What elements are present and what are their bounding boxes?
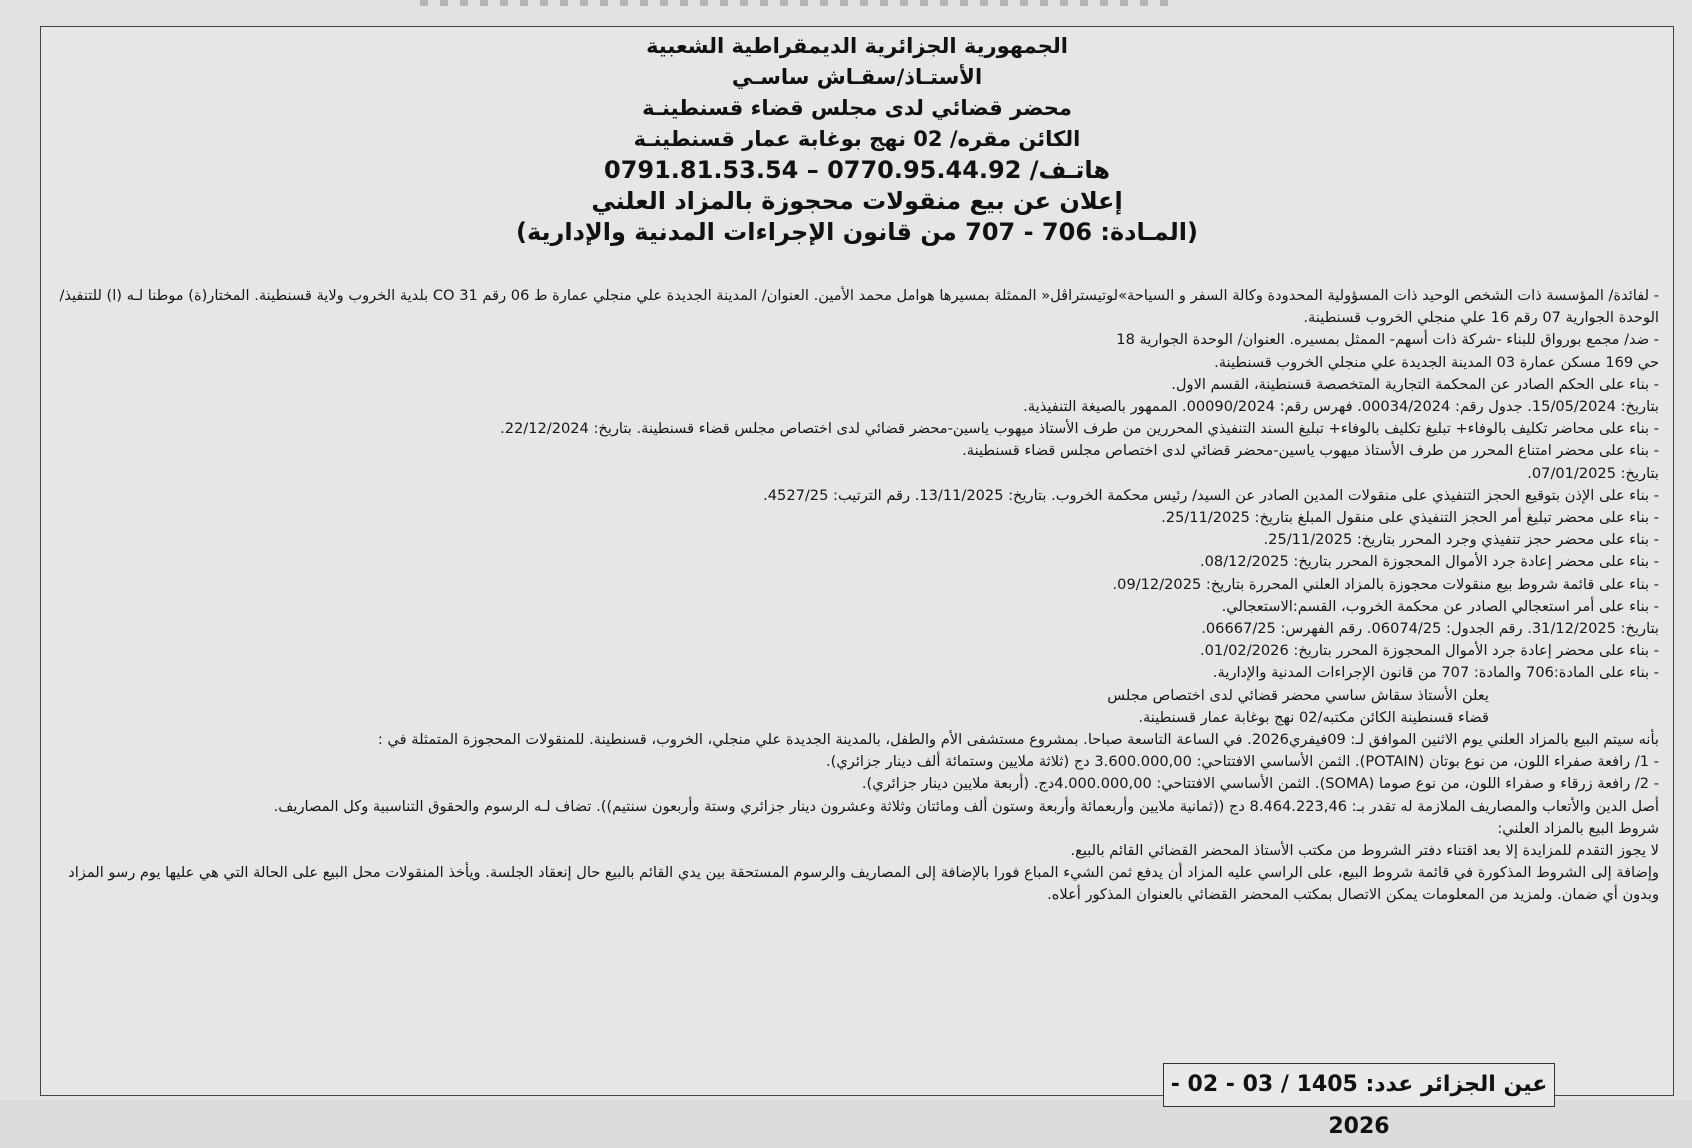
body-item-2: - 2/ رافعة زرقاء و صفراء اللون، من نوع صوما (SOMA). الثمن الأساسي الافتتاحي: 4.000.000,00دج. (أربعة ملايين دينار جزائري). xyxy=(861,775,1659,793)
body-judgment-date: بتاريخ: 15/05/2024. جدول رقم: 00034/2024. فهرس رقم: 00090/2024. الممهور بالصيغة التنفيذية. xyxy=(1023,398,1659,416)
body-sale-conditions: - بناء على قائمة شروط بيع منقولات محجوزة بالمزاد العلني المحررة بتاريخ: 09/12/2025. xyxy=(1112,575,1659,593)
body-conditions-title: شروط البيع بالمزاد العلني: xyxy=(1497,819,1659,837)
publication-reference: عين الجزائر عدد: 1405 / 03 - 02 - 2026 xyxy=(1163,1063,1555,1107)
body-judgment: - بناء على الحكم الصادر عن المحكمة التجارية المتخصصة قسنطينة، القسم الاول. xyxy=(1171,375,1659,393)
header-phone: هاتـف/ 0770.95.44.92 – 0791.81.53.54 xyxy=(604,156,1110,184)
header-republic: الجمهورية الجزائرية الديمقراطية الشعبية xyxy=(646,34,1068,58)
body-against: - ضد/ مجمع بورواق للبناء -شركة ذات أسهم- الممثل بمسيره. العنوان/ الوحدة الجوارية 18 xyxy=(1116,331,1659,349)
body-urgent-order-date: بتاريخ: 31/12/2025. رقم الجدول: 06074/25. رقم الفهرس: 06667/25. xyxy=(1201,620,1659,638)
body-reinventory-2: - بناء على محضر إعادة جرد الأموال المحجوزة المحرر بتاريخ: 01/02/2026. xyxy=(1200,642,1659,660)
body-legal-basis: - بناء على المادة:706 والمادة: 707 من قانون الإجراءات المدنية والإدارية. xyxy=(1212,664,1659,682)
announcement-header xyxy=(41,31,1673,248)
body-beneficiary: - لفائدة/ المؤسسة ذات الشخص الوحيد ذات المسؤولية المحدودة وكالة السفر و السياحة»لوتيستراڤل« الممثلة بمسيرها هوامل محمد الأمين. العنوان/ المدينة الجديدة علي منجلي عمارة ط 06 رقم 31 CO بلدية الخروب ولاية قسنطينة. المختار(ة) موطنا لـه (ا) للتنفيذ/ الوحدة الجوارية 07 رقم 16 علي منجلي الخروب قسنطينة. xyxy=(59,287,1659,327)
body-against-address: حي 169 مسكن عمارة 03 المدينة الجديدة علي منجلي الخروب قسنطينة. xyxy=(1214,353,1659,371)
body-reinventory: - بناء على محضر إعادة جرد الأموال المحجوزة المحرر بتاريخ: 08/12/2025. xyxy=(1200,553,1659,571)
body-debt-amount: أصل الدين والأتعاب والمصاريف الملازمة له تقدر بـ: 8.464.223,46 دج ((ثمانية ملايين وأربعمائة وأربعة وستون ألف ومائتان وثلاثة وعشرون دينار جزائري وستة وأربعون سنتيم)). تضاف لـه الرسوم والحقوق التناسبية وكل المصاريف. xyxy=(273,797,1659,815)
announcement-body xyxy=(55,285,1659,907)
body-sale-date-place: بأنه سيتم البيع بالمزاد العلني يوم الاثنين الموافق لـ: 09فيفري2026. في الساعة التاسعة صباحا. بمشروع مستشفى الأم والطفل، بالمدينة الجديدة علي منجلي، الخروب، قسنطينة. للمنقولات المحجوزة المتمثلة في : xyxy=(377,731,1659,749)
body-seizure-permission: - بناء على الإذن بتوقيع الحجز التنفيذي على منقولات المدين الصادر عن السيد/ رئيس محكمة الخروب. بتاريخ: 13/11/2025. رقم الترتيب: 4527/25. xyxy=(763,486,1659,504)
header-legal-articles: (المـادة: 706 - 707 من قانون الإجراءات المدنية والإدارية) xyxy=(516,218,1198,246)
body-announcer: يعلن الأستاذ سقاش ساسي محضر قضائي لدى اختصاص مجلس xyxy=(1107,686,1489,704)
announcement-frame xyxy=(40,26,1674,1139)
body-refusal-date: بتاريخ: 07/01/2025. xyxy=(1527,464,1659,482)
header-bailiff-name: الأستـاذ/سقـاش ساسـي xyxy=(731,65,983,89)
body-announcer-address: قضاء قسنطينة الكائن مكتبه/02 نهج بوغابة عمار قسنطينة. xyxy=(1138,708,1489,726)
header-address: الكائن مقره/ 02 نهج بوغابة عمار قسنطينـة xyxy=(633,127,1081,151)
body-urgent-order: - بناء على أمر استعجالي الصادر عن محكمة الخروب، القسم:الاستعجالي. xyxy=(1221,597,1659,615)
body-notices: - بناء على محاضر تكليف بالوفاء+ تبليغ تكليف بالوفاء+ تبليغ السند التنفيذي المحررين من طرف الأستاذ ميهوب ياسين-محضر قضائي لدى اختصاص مجلس قضاء قسنطينة. بتاريخ: 22/12/2024. xyxy=(500,420,1659,438)
body-seizure-notice: - بناء على محضر تبليغ أمر الحجز التنفيذي على منقول المبلغ بتاريخ: 25/11/2025. xyxy=(1161,509,1659,527)
header-notice-title: إعلان عن بيع منقولات محجوزة بالمزاد العلني xyxy=(591,187,1123,215)
body-item-1: - 1/ رافعة صفراء اللون، من نوع بوتان (POTAIN). الثمن الأساسي الافتتاحي: 3.600.000,00 دج (ثلاثة ملايين وستمائة ألف دينار جزائري). xyxy=(826,753,1659,771)
page-top-edge xyxy=(420,0,1180,6)
body-condition-1: لا يجوز التقدم للمزايدة إلا بعد اقتناء دفتر الشروط من مكتب الأستاذ المحضر القضائي القائم بالبيع. xyxy=(1070,842,1659,860)
body-refusal-report: - بناء على محضر امتناع المحرر من طرف الأستاذ ميهوب ياسين-محضر قضائي لدى اختصاص مجلس قضاء قسنطينة. xyxy=(962,442,1659,460)
body-seizure-inventory: - بناء على محضر حجز تنفيذي وجرد المحرر بتاريخ: 25/11/2025. xyxy=(1263,531,1659,549)
header-bailiff-title: محضر قضائي لدى مجلس قضاء قسنطينـة xyxy=(642,96,1072,120)
body-condition-2: وإضافة إلى الشروط المذكورة في قائمة شروط البيع، على الراسي عليه المزاد أن يدفع ثمن الشيء المباع فورا بالإضافة إلى المصاريف والرسوم المستحقة بين يدي القائم بالبيع حال إنعقاد الجلسة. ويأخذ المنقولات محل البيع على الحالة التي هي عليها يوم رسو المزاد وبدون أي ضمان. ولمزيد من المعلومات يمكن الاتصال بمكتب المحضر القضائي بالعنوان المذكور أعلاه. xyxy=(68,864,1659,904)
